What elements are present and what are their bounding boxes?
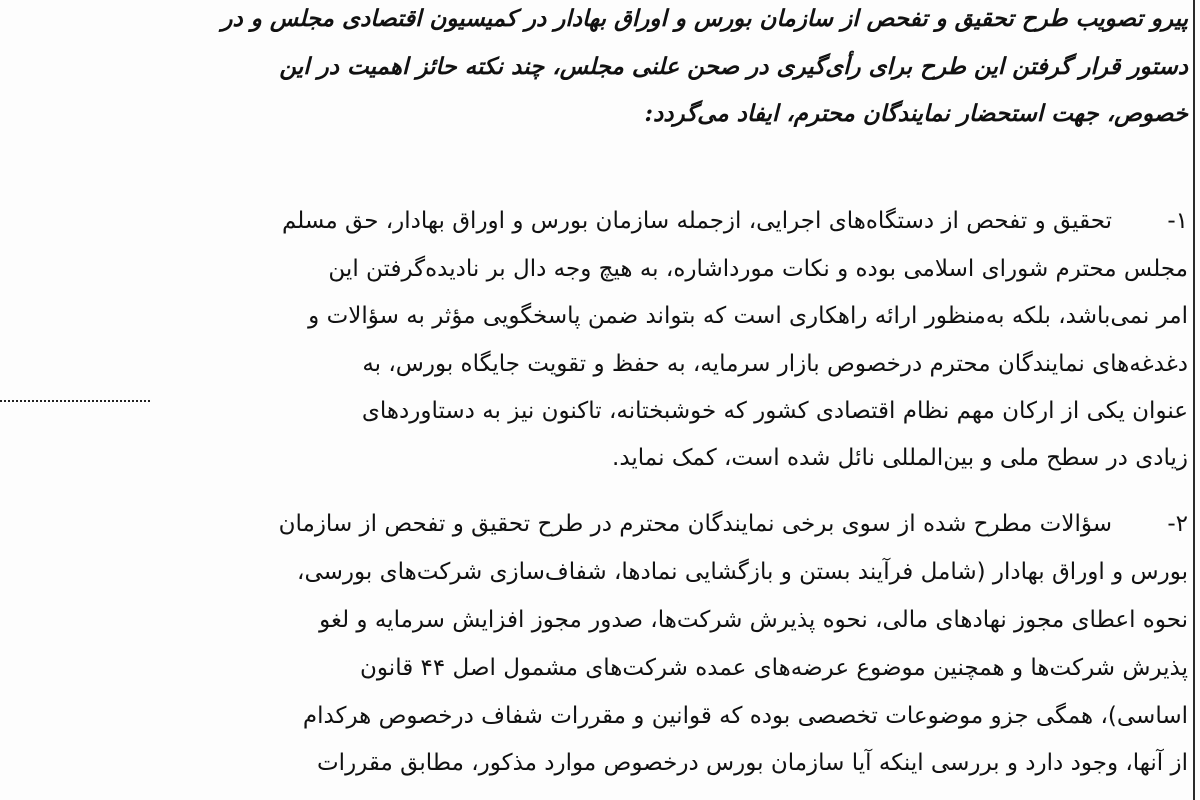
- item-1-line: دغدغه‌های نمایندگان محترم درخصوص بازار سرمایه، به حفظ و تقویت جایگاه بورس، به: [362, 351, 1188, 377]
- item-2-line: بورس و اوراق بهادار (شامل فرآیند بستن و بازگشایی نمادها، شفاف‌سازی شرکت‌های بورسی،: [297, 559, 1188, 585]
- item-1-line: عنوان یکی از ارکان مهم نظام اقتصادی کشور که خوشبختانه، تاکنون نیز به دستاوردهای: [361, 398, 1188, 424]
- item-1-line: تحقیق و تفحص از دستگاه‌های اجرایی، ازجمله سازمان بورس و اوراق بهادار، حق مسلم: [281, 208, 1112, 234]
- item-2-line: سؤالات مطرح شده از سوی برخی نمایندگان محترم در طرح تحقیق و تفحص از سازمان: [278, 511, 1112, 537]
- page-border-line: [1193, 0, 1195, 800]
- item-2-line: از آنها، وجود دارد و بررسی اینکه آیا سازمان بورس درخصوص موارد مذکور، مطابق مقررات: [317, 750, 1188, 776]
- item-number: ۲-: [1167, 511, 1188, 537]
- scan-artifact-mark: [0, 400, 150, 404]
- intro-line: پیرو تصویب طرح تحقیق و تفحص از سازمان بورس و اوراق بهادار در کمیسیون اقتصادی مجلس و در: [221, 5, 1188, 32]
- intro-line: دستور قرار گرفتن این طرح برای رأی‌گیری در صحن علنی مجلس، چند نکته حائز اهمیت در این: [279, 53, 1188, 80]
- item-number: ۱-: [1167, 208, 1188, 234]
- item-1-line: زیادی در سطح ملی و بین‌المللی نائل شده است، کمک نماید.: [612, 445, 1188, 471]
- item-1-line: مجلس محترم شورای اسلامی بوده و نکات مورداشاره، به هیچ وجه دال بر نادیده‌گرفتن این: [328, 256, 1188, 282]
- intro-line: خصوص، جهت استحضار نمایندگان محترم، ایفاد می‌گردد:: [644, 100, 1188, 127]
- item-2-line: اساسی)، همگی جزو موضوعات تخصصی بوده که قوانین و مقررات شفاف درخصوص هرکدام: [302, 703, 1188, 729]
- item-2-line: نحوه اعطای مجوز نهادهای مالی، نحوه پذیرش شرکت‌ها، صدور مجوز افزایش سرمایه و لغو: [319, 607, 1188, 633]
- item-2-line: پذیرش شرکت‌ها و همچنین موضوع عرضه‌های عمده شرکت‌های مشمول اصل ۴۴ قانون: [360, 655, 1188, 681]
- item-1-line: امر نمی‌باشد، بلکه به‌منظور ارائه راهکاری است که بتواند ضمن پاسخگویی مؤثر به سؤالات و: [308, 303, 1188, 329]
